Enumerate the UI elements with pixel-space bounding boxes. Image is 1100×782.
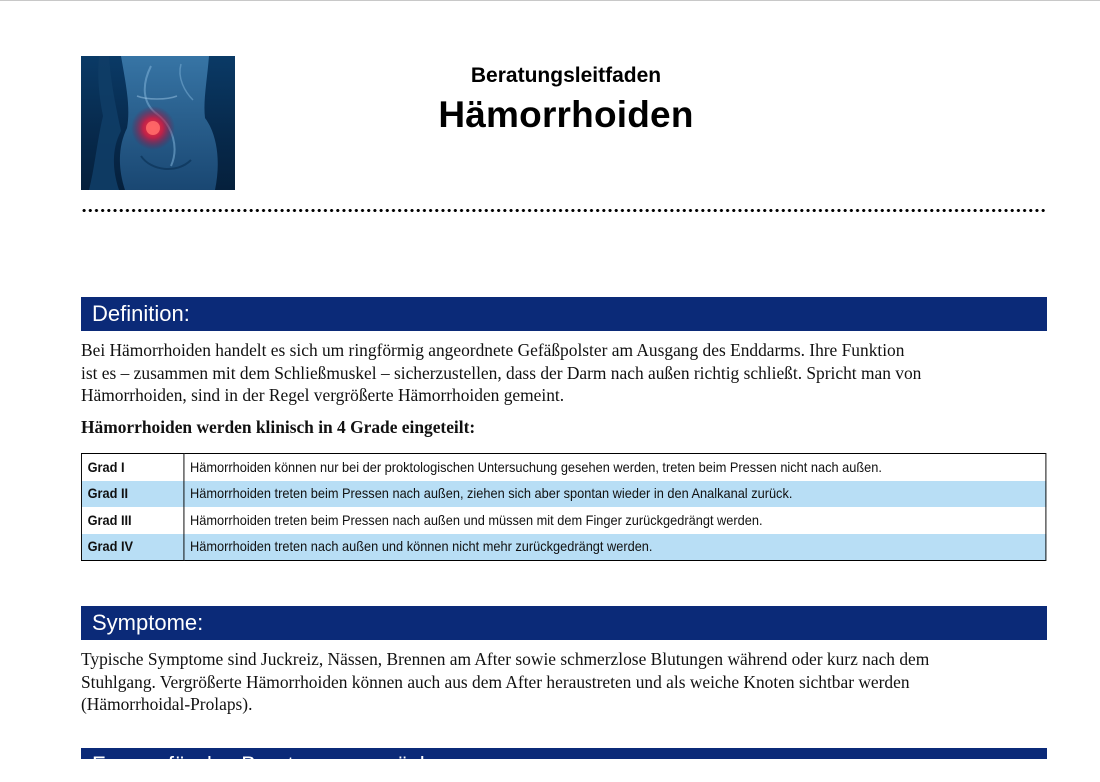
dotted-divider [81, 208, 1047, 213]
page-top-rule [0, 0, 1100, 1]
grade-label: Grad II [81, 481, 183, 508]
questions-heading-text: Fragen für das Beratungsgespräch: [92, 752, 439, 777]
section-heading-symptoms: Symptome: [81, 606, 1047, 640]
symptoms-line: (Hämorrhoidal-Prolaps). [81, 694, 253, 714]
grade-description: Hämorrhoiden treten beim Pressen nach außen und müssen mit dem Finger zurückgedrängt werden. [184, 507, 1046, 534]
table-row [81, 454, 1045, 481]
document-title: Hämorrhoiden [438, 94, 694, 135]
grade-description: Hämorrhoiden treten nach außen und können nicht mehr zurückgedrängt werden. [184, 534, 1046, 561]
definition-line: Bei Hämorrhoiden handelt es sich um ringförmig angeordnete Gefäßpolster am Ausgang des Enddarms. Ihre Funktion [81, 340, 905, 360]
grade-label: Grad IV [81, 534, 183, 561]
symptoms-line: Typische Symptome sind Juckreiz, Nässen, Brennen am After sowie schmerzlose Blutungen während oder kurz nach dem [81, 649, 930, 669]
table-row [81, 481, 1045, 508]
definition-line: ist es – zusammen mit dem Schließmuskel – sicherzustellen, dass der Darm nach außen richtig schließt. Spricht man von [81, 362, 922, 383]
table-row [81, 534, 1045, 561]
table-row [81, 507, 1045, 534]
document-header [300, 62, 832, 140]
grade-description: Hämorrhoiden treten beim Pressen nach außen, ziehen sich aber spontan wieder in den Analkanal zurück. [184, 481, 1046, 508]
section-heading-definition: Definition: [81, 297, 1047, 331]
definition-paragraph [81, 339, 1047, 407]
anatomy-illustration [81, 56, 235, 190]
grade-label: Grad I [81, 454, 183, 481]
grades-table [81, 453, 1046, 561]
grade-label: Grad III [81, 507, 183, 534]
definition-line: Hämorrhoiden, sind in der Regel vergrößerte Hämorrhoiden gemeint. [81, 385, 565, 405]
document-kicker: Beratungsleitfaden [470, 64, 662, 87]
grade-description: Hämorrhoiden können nur bei der proktologischen Untersuchung gesehen werden, treten beim Pressen nicht nach außen. [184, 454, 1046, 481]
symptoms-paragraph [81, 648, 1047, 716]
section-heading-questions [81, 748, 1047, 777]
symptoms-line: Stuhlgang. Vergrößerte Hämorrhoiden können auch aus dem After heraustreten und als weiche Knoten sichtbar werden [81, 671, 910, 692]
grades-heading: Hämorrhoiden werden klinisch in 4 Grade eingeteilt: [81, 417, 476, 437]
